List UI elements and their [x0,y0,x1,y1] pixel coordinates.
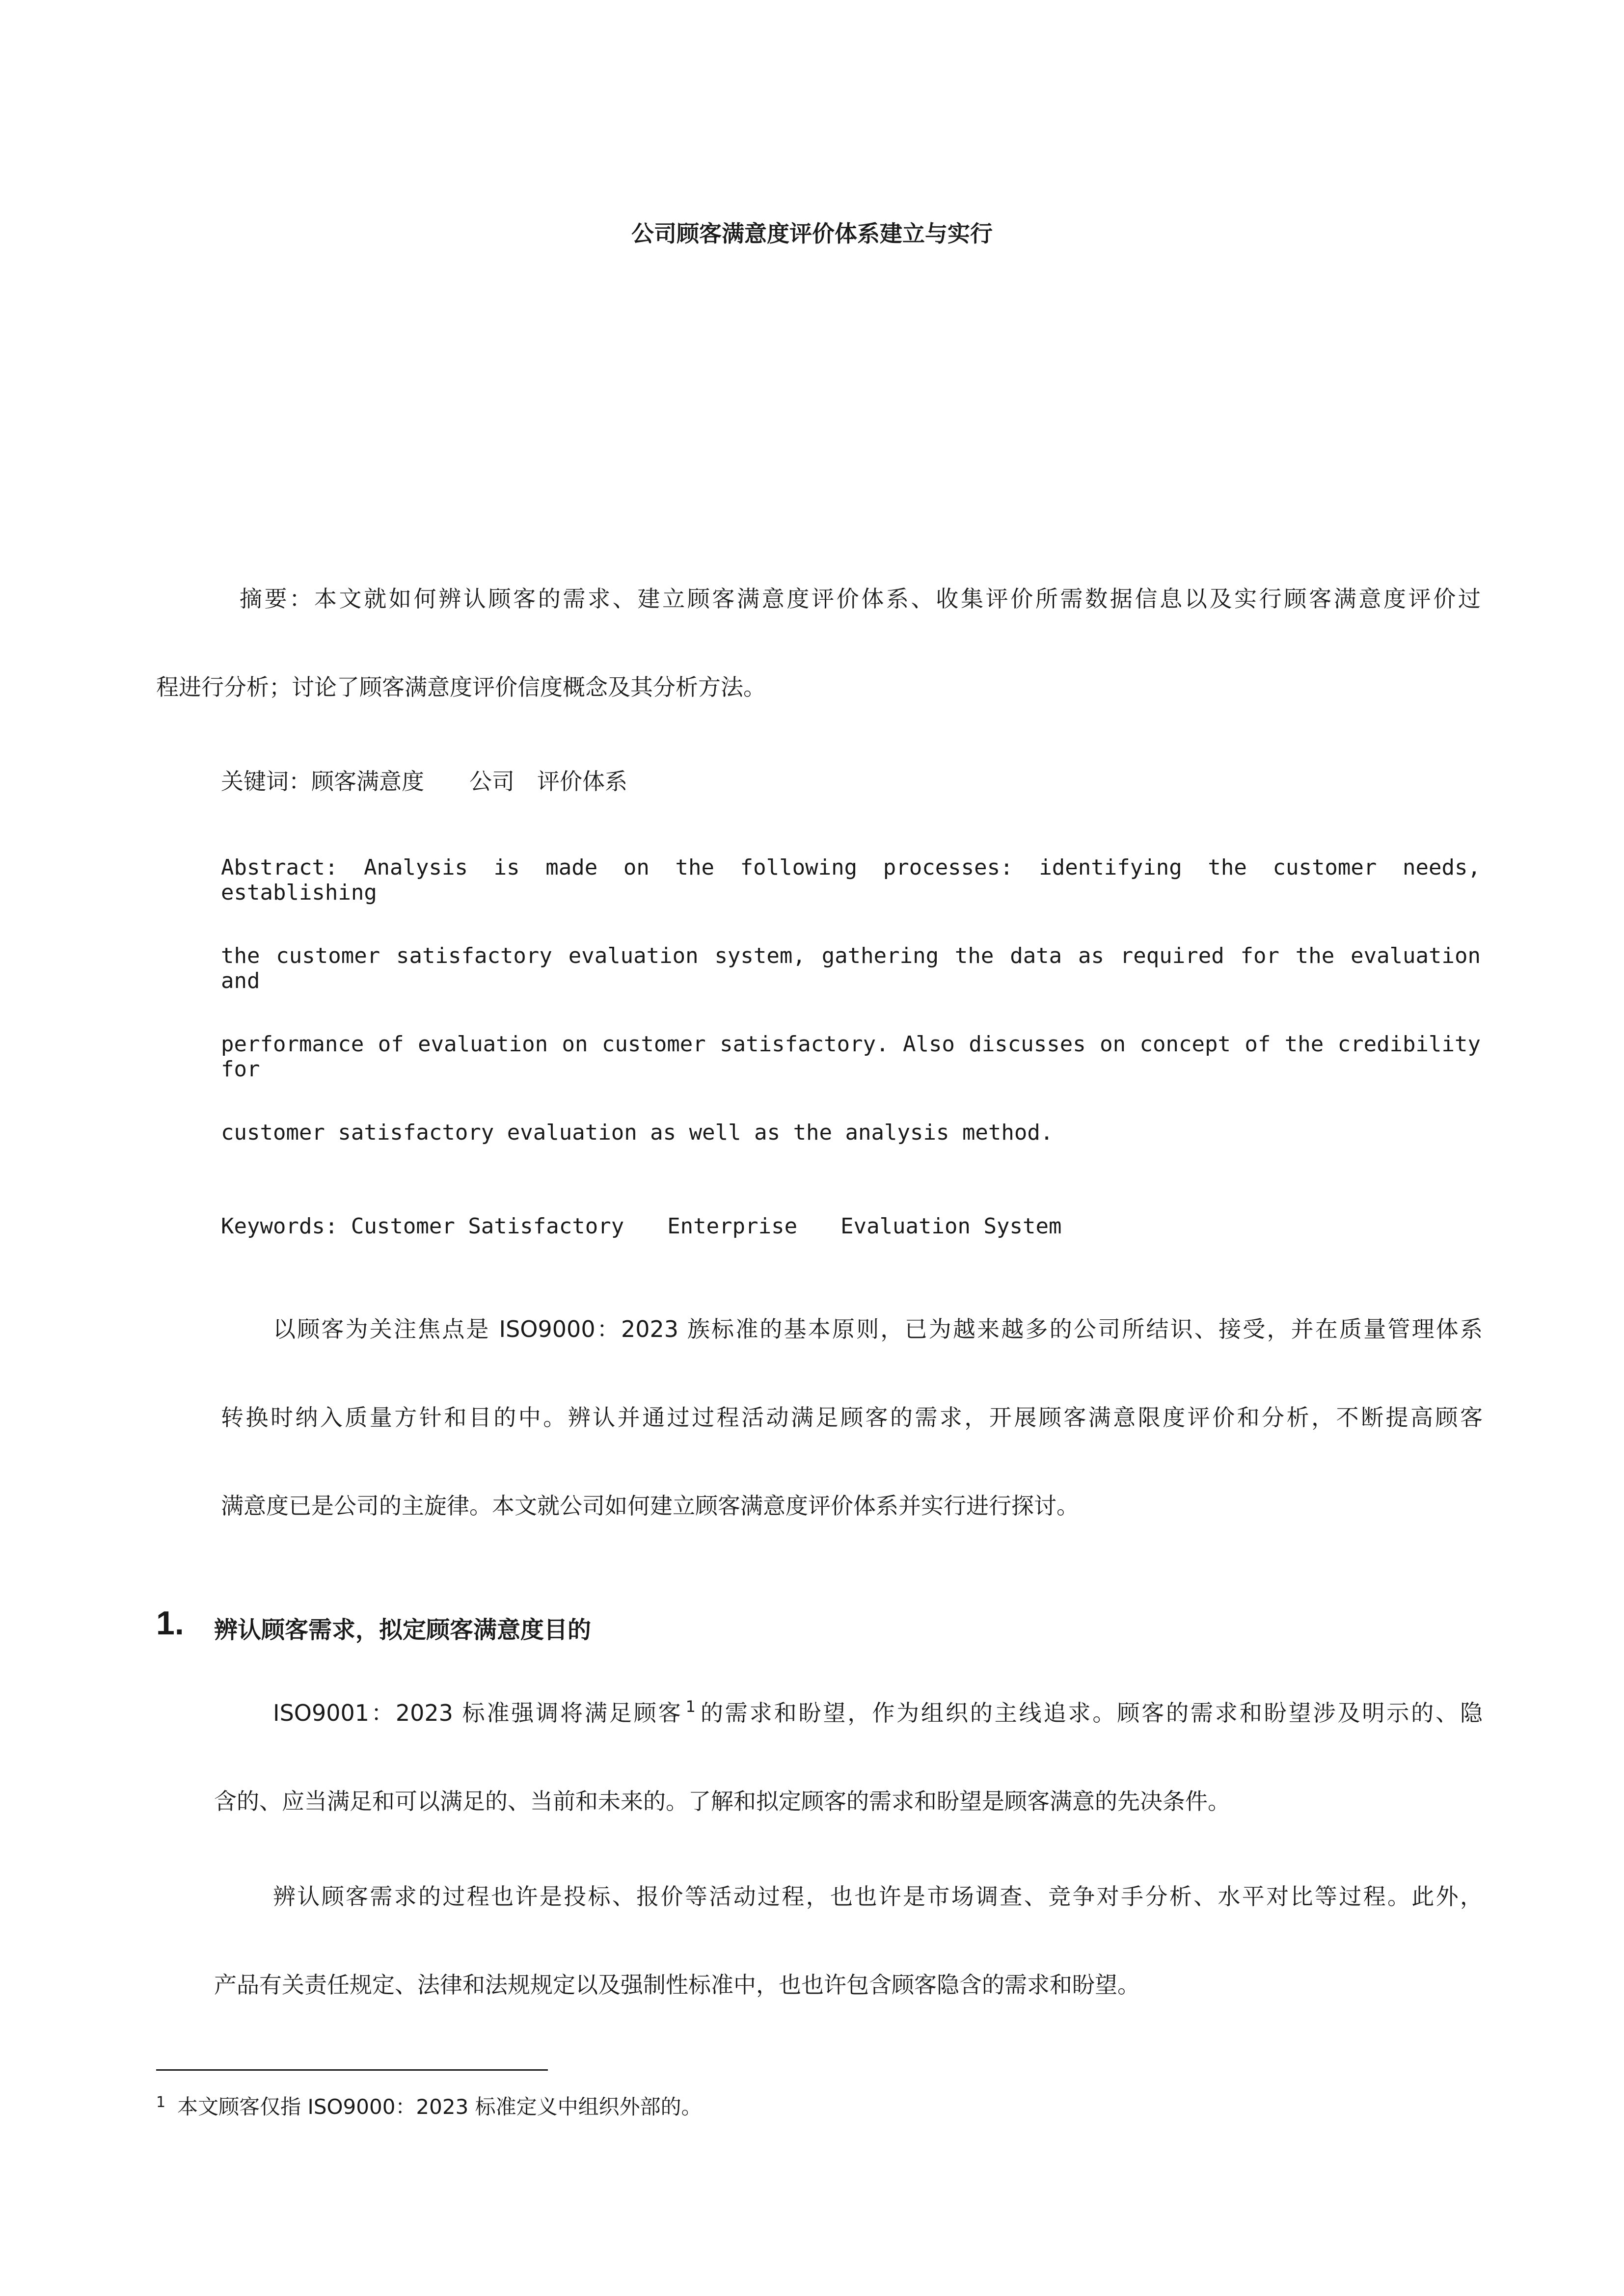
keywords-en: Keywords: Customer Satisfactory Enterprise Evaluation System [221,1214,1062,1239]
section1-p1-text-b: 的需求和盼望，作为组织的主线追求。顾客的需求和盼望涉及明示的、隐 [698,1700,1483,1726]
footnote-ref: 1 [685,1697,696,1716]
abstract-cn-line-1: 摘要：本文就如何辨认顾客的需求、建立顾客满意度评价体系、收集评价所需数据信息以及实行顾客满意度评价过 [240,586,1481,612]
footnote-mark: 1 [156,2094,166,2111]
footnote-divider [156,2069,548,2071]
section1-p2-line-2: 产品有关责任规定、法律和法规规定以及强制性标准中，也也许包含顾客隐含的需求和盼望。 [214,1972,1140,1998]
intro-line-1: 以顾客为关注焦点是 ISO9000：2023 族标准的基本原则，已为越来越多的公司所结识、接受，并在质量管理体系 [273,1316,1483,1342]
page-title: 公司顾客满意度评价体系建立与实行 [631,220,993,247]
keywords-cn: 关键词：顾客满意度 公司 评价体系 [221,768,627,795]
section1-p1-text-a: ISO9001：2023 标准强调将满足顾客 [273,1700,683,1726]
abstract-en-line-3: performance of evaluation on customer satisfactory. Also discusses on concept of the credibility for [221,1032,1481,1082]
section1-p1-line-2: 含的、应当满足和可以满足的、当前和未来的。了解和拟定顾客的需求和盼望是顾客满意的先决条件。 [214,1788,1230,1815]
section1-p1-line-1 [273,1695,1483,1728]
intro-line-3: 满意度已是公司的主旋律。本文就公司如何建立顾客满意度评价体系并实行进行探讨。 [221,1493,1079,1519]
section-heading: 辨认顾客需求，拟定顾客满意度目的 [214,1616,592,1644]
intro-line-2: 转换时纳入质量方针和目的中。辨认并通过过程活动满足顾客的需求，开展顾客满意限度评价和分析，不断提高顾客 [221,1404,1483,1431]
abstract-cn-line-2: 程进行分析；讨论了顾客满意度评价信度概念及其分析方法。 [156,674,766,700]
footnote-text: 本文顾客仅指 ISO9000：2023 标准定义中组织外部的。 [177,2095,702,2119]
footnote [156,2091,702,2120]
abstract-en-line-1: Abstract: Analysis is made on the following processes: identifying the customer needs, establishing [221,855,1481,905]
section1-p2-line-1: 辨认顾客需求的过程也许是投标、报价等活动过程，也也许是市场调查、竞争对手分析、水平对比等过程。此外， [273,1883,1483,1910]
abstract-en-line-2: the customer satisfactory evaluation system, gathering the data as required for the evaluation and [221,943,1481,993]
section-number: 1. [156,1604,184,1642]
abstract-en-line-4: customer satisfactory evaluation as well as the analysis method. [221,1120,1054,1145]
